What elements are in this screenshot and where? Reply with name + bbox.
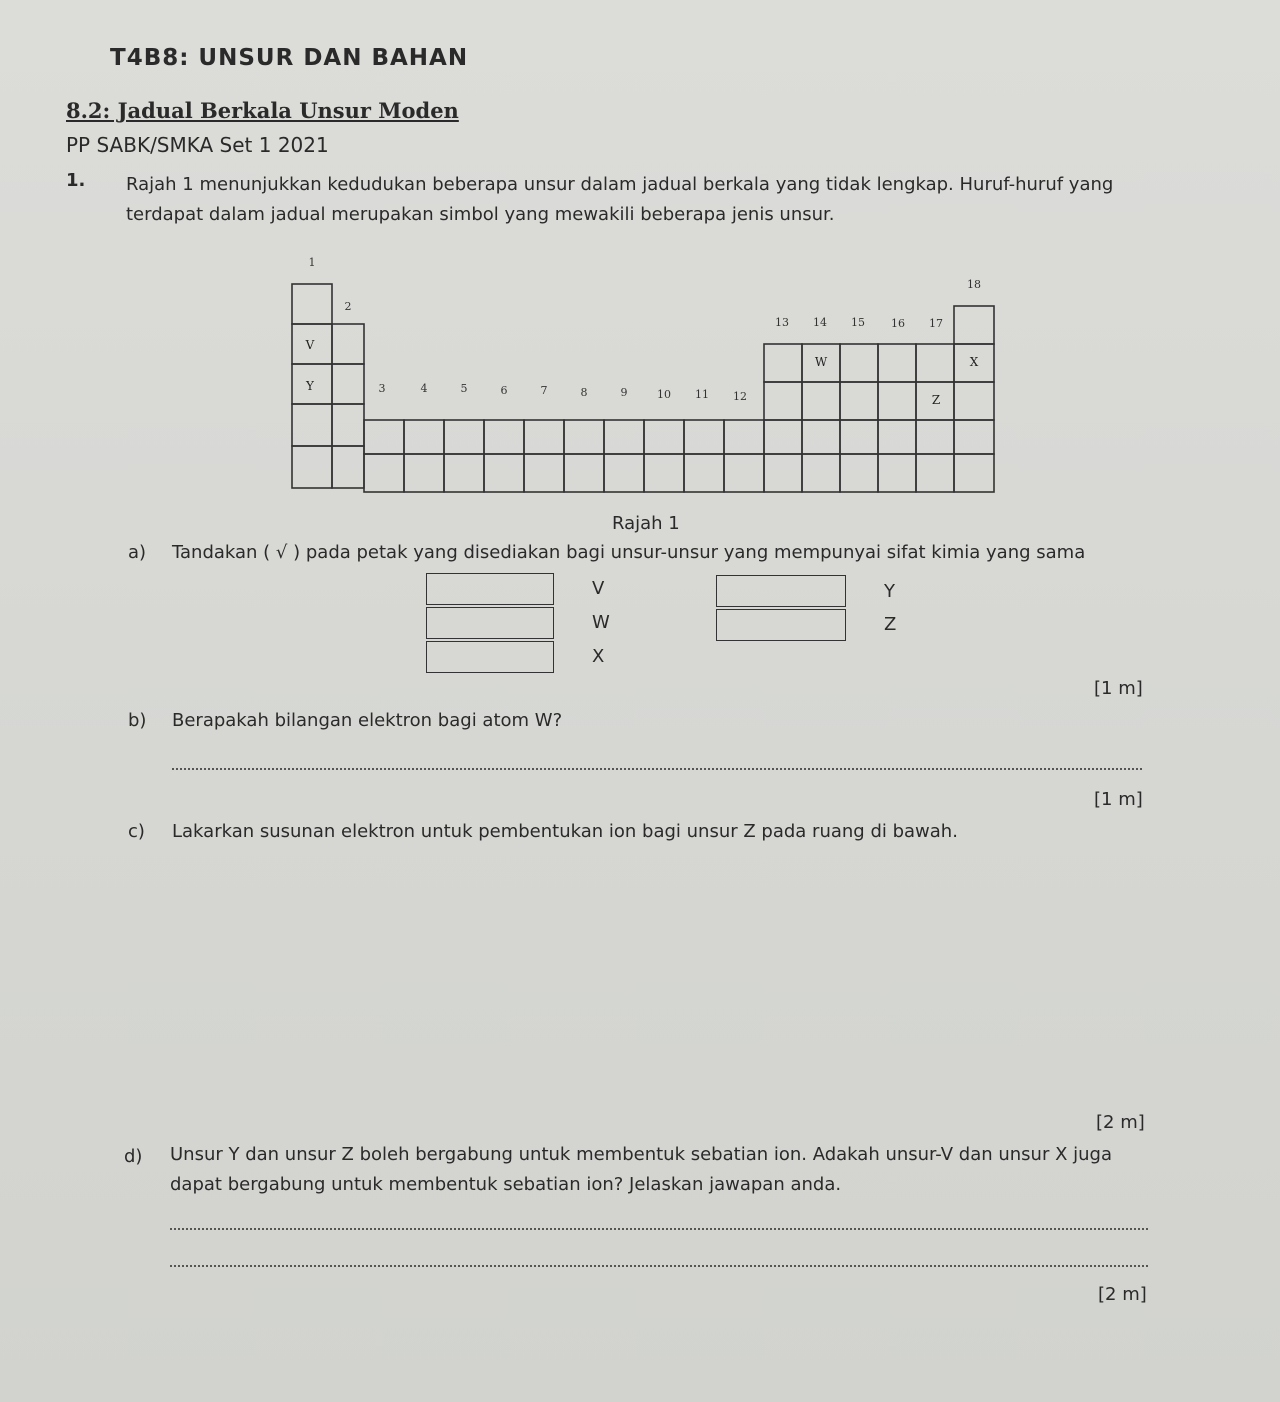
group-label-1: 1 [308,256,316,269]
group-label-18: 18 [967,278,981,291]
checkbox-w[interactable] [426,607,554,639]
part-a-text: Tandakan ( √ ) pada petak yang disediakan bagi unsur-unsur yang mempunyai sifat kimia yang sama [172,542,1086,563]
part-c-label: c) [128,821,145,842]
element-z: Z [931,393,941,407]
group-label-11: 11 [695,388,709,401]
group-label-7: 7 [540,384,548,397]
question-number: 1. [66,170,86,191]
diagram-caption: Rajah 1 [612,513,680,534]
group-label-4: 4 [420,382,428,395]
subtopic-title: 8.2: Jadual Berkala Unsur Moden [66,98,459,123]
option-x-label: X [592,646,605,667]
element-w: W [814,355,828,369]
group-label-12: 12 [733,390,747,403]
group-label-5: 5 [460,382,468,395]
option-v-label: V [592,578,605,599]
chapter-title: T4B8: UNSUR DAN BAHAN [110,45,469,71]
part-c-text: Lakarkan susunan elektron untuk pembentukan ion bagi unsur Z pada ruang di bawah. [172,821,958,842]
option-y-label: Y [884,581,895,602]
checkbox-z[interactable] [716,609,846,641]
element-v: V [305,338,315,352]
answer-line-d-1[interactable] [170,1228,1148,1230]
group-label-15: 15 [851,316,865,329]
part-b-label: b) [128,710,147,731]
element-x: X [969,355,979,369]
group-label-13: 13 [775,316,789,329]
exam-source: PP SABK/SMKA Set 1 2021 [66,133,329,157]
periodic-table-grid [292,284,994,492]
checkbox-y[interactable] [716,575,846,607]
answer-line-b[interactable] [172,768,1142,770]
option-z-label: Z [884,614,897,635]
part-b-text: Berapakah bilangan elektron bagi atom W? [172,710,563,731]
group-label-14: 14 [813,316,827,329]
group-label-9: 9 [620,386,628,399]
sketch-area[interactable] [172,860,1132,1090]
part-d-text-line2: dapat bergabung untuk membentuk sebatian ion? Jelaskan jawapan anda. [170,1174,842,1195]
part-d-label: d) [124,1146,143,1167]
periodic-table-diagram [282,252,1012,504]
group-label-10: 10 [657,388,671,401]
group-label-3: 3 [378,382,386,395]
part-d-marks: [2 m] [1098,1284,1147,1305]
option-w-label: W [592,612,610,633]
checkbox-v[interactable] [426,573,554,605]
checkbox-x[interactable] [426,641,554,673]
group-label-6: 6 [500,384,508,397]
group-label-8: 8 [580,386,588,399]
part-a-marks: [1 m] [1094,678,1143,699]
part-a-label: a) [128,542,147,563]
question-intro: Rajah 1 menunjukkan kedudukan beberapa unsur dalam jadual berkala yang tidak lengkap. Huruf-huruf yang terdapat dalam jadual merupakan simbol yang mewakili beberapa jenis unsur. [126,174,1114,225]
group-label-17: 17 [929,317,943,330]
part-b-marks: [1 m] [1094,789,1143,810]
answer-line-d-2[interactable] [170,1265,1148,1267]
group-label-2: 2 [344,300,352,313]
element-y: Y [306,379,314,393]
part-c-marks: [2 m] [1096,1112,1145,1133]
group-label-16: 16 [891,317,905,330]
part-d-text-line1: Unsur Y dan unsur Z boleh bergabung untuk membentuk sebatian ion. Adakah unsur-V dan unsur X juga [170,1144,1113,1165]
